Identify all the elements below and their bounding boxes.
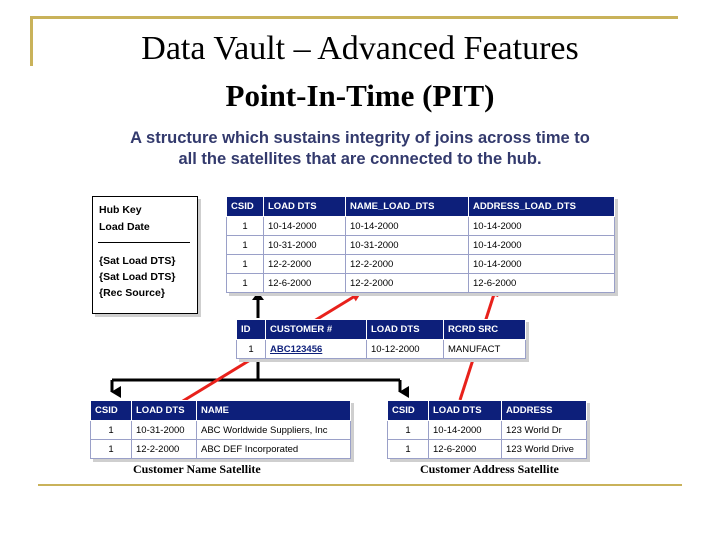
address-sat-cell: 1: [388, 440, 429, 459]
pit-cell: 1: [227, 236, 264, 255]
hub-header-load-dts: LOAD DTS: [367, 320, 444, 340]
table-row: [227, 255, 615, 274]
name-sat-header-load-dts: LOAD DTS: [132, 401, 197, 421]
name-sat-cell: 12-2-2000: [132, 440, 197, 459]
pit-template-load-date: Load Date: [99, 221, 150, 233]
pit-connector-arrowhead: [252, 292, 264, 300]
pit-cell: 10-14-2000: [346, 217, 469, 236]
slide-title: Data Vault – Advanced Features: [141, 30, 579, 67]
hub-cell: 10-12-2000: [367, 340, 444, 359]
address-satellite-caption: Customer Address Satellite: [420, 462, 559, 476]
pit-cell: 10-14-2000: [469, 255, 615, 274]
hub-header-customer: CUSTOMER #: [266, 320, 367, 340]
address-satellite-table: [387, 400, 587, 459]
pit-template-divider: [98, 242, 190, 243]
pit-cell: 12-6-2000: [469, 274, 615, 293]
table-row: [227, 274, 615, 293]
hub-header-rcrd-src: RCRD SRC: [444, 320, 526, 340]
pit-template-rec-source: {Rec Source}: [99, 287, 165, 299]
name-satellite-caption: Customer Name Satellite: [133, 462, 261, 476]
pit-cell: 1: [227, 274, 264, 293]
slide-subtitle: Point-In-Time (PIT): [225, 78, 495, 113]
pit-template-sat-load-2: {Sat Load DTS}: [99, 271, 176, 283]
pit-cell: 12-2-2000: [346, 274, 469, 293]
table-row: [227, 217, 615, 236]
name-sat-cell: 10-31-2000: [132, 421, 197, 440]
pit-cell: 10-14-2000: [469, 236, 615, 255]
hub-table: [236, 319, 526, 359]
name-sat-cell: 1: [91, 421, 132, 440]
pit-cell: 10-14-2000: [469, 217, 615, 236]
hub-customer-link[interactable]: ABC123456: [266, 340, 367, 359]
pit-cell: 12-2-2000: [264, 255, 346, 274]
name-satellite-table: [90, 400, 351, 459]
address-sat-cell: 10-14-2000: [429, 421, 502, 440]
table-row: [91, 440, 351, 459]
address-sat-header-load-dts: LOAD DTS: [429, 401, 502, 421]
address-sat-header-address: ADDRESS: [502, 401, 587, 421]
address-sat-cell: 12-6-2000: [429, 440, 502, 459]
table-row: [227, 236, 615, 255]
hub-header-row: [237, 320, 526, 340]
hub-header-id: ID: [237, 320, 266, 340]
name-sat-header-name: NAME: [197, 401, 351, 421]
pit-header-address-load-dts: ADDRESS_LOAD_DTS: [469, 197, 615, 217]
pit-cell: 12-6-2000: [264, 274, 346, 293]
table-row: [388, 421, 587, 440]
name-sat-cell: 1: [91, 440, 132, 459]
description-line-1: A structure which sustains integrity of joins across time to: [130, 129, 590, 147]
table-row: [91, 421, 351, 440]
pit-header-csid: CSID: [227, 197, 264, 217]
address-sat-cell: 123 World Dr: [502, 421, 587, 440]
name-sat-cell: ABC Worldwide Suppliers, Inc: [197, 421, 351, 440]
pit-header-load-dts: LOAD DTS: [264, 197, 346, 217]
pit-template-hub-key: Hub Key: [99, 204, 142, 216]
address-sat-header-csid: CSID: [388, 401, 429, 421]
table-row: [388, 440, 587, 459]
name-sat-header-csid: CSID: [91, 401, 132, 421]
name-sat-header-row: [91, 401, 351, 421]
name-sat-cell: ABC DEF Incorporated: [197, 440, 351, 459]
pit-template-sat-load-1: {Sat Load DTS}: [99, 255, 176, 267]
pit-header-name-load-dts: NAME_LOAD_DTS: [346, 197, 469, 217]
pit-cell: 1: [227, 217, 264, 236]
pit-cell: 1: [227, 255, 264, 274]
pit-table: [226, 196, 615, 293]
address-sat-cell: 123 World Drive: [502, 440, 587, 459]
pit-cell: 12-2-2000: [346, 255, 469, 274]
pit-cell: 10-31-2000: [264, 236, 346, 255]
hub-cell: 1: [237, 340, 266, 359]
description-line-2: all the satellites that are connected to the hub.: [178, 150, 542, 168]
table-row: [237, 340, 526, 359]
address-sat-cell: 1: [388, 421, 429, 440]
pit-template-box: [92, 196, 198, 314]
pit-cell: 10-14-2000: [264, 217, 346, 236]
pit-header-row: [227, 197, 615, 217]
pit-cell: 10-31-2000: [346, 236, 469, 255]
hub-cell: MANUFACT: [444, 340, 526, 359]
address-sat-header-row: [388, 401, 587, 421]
